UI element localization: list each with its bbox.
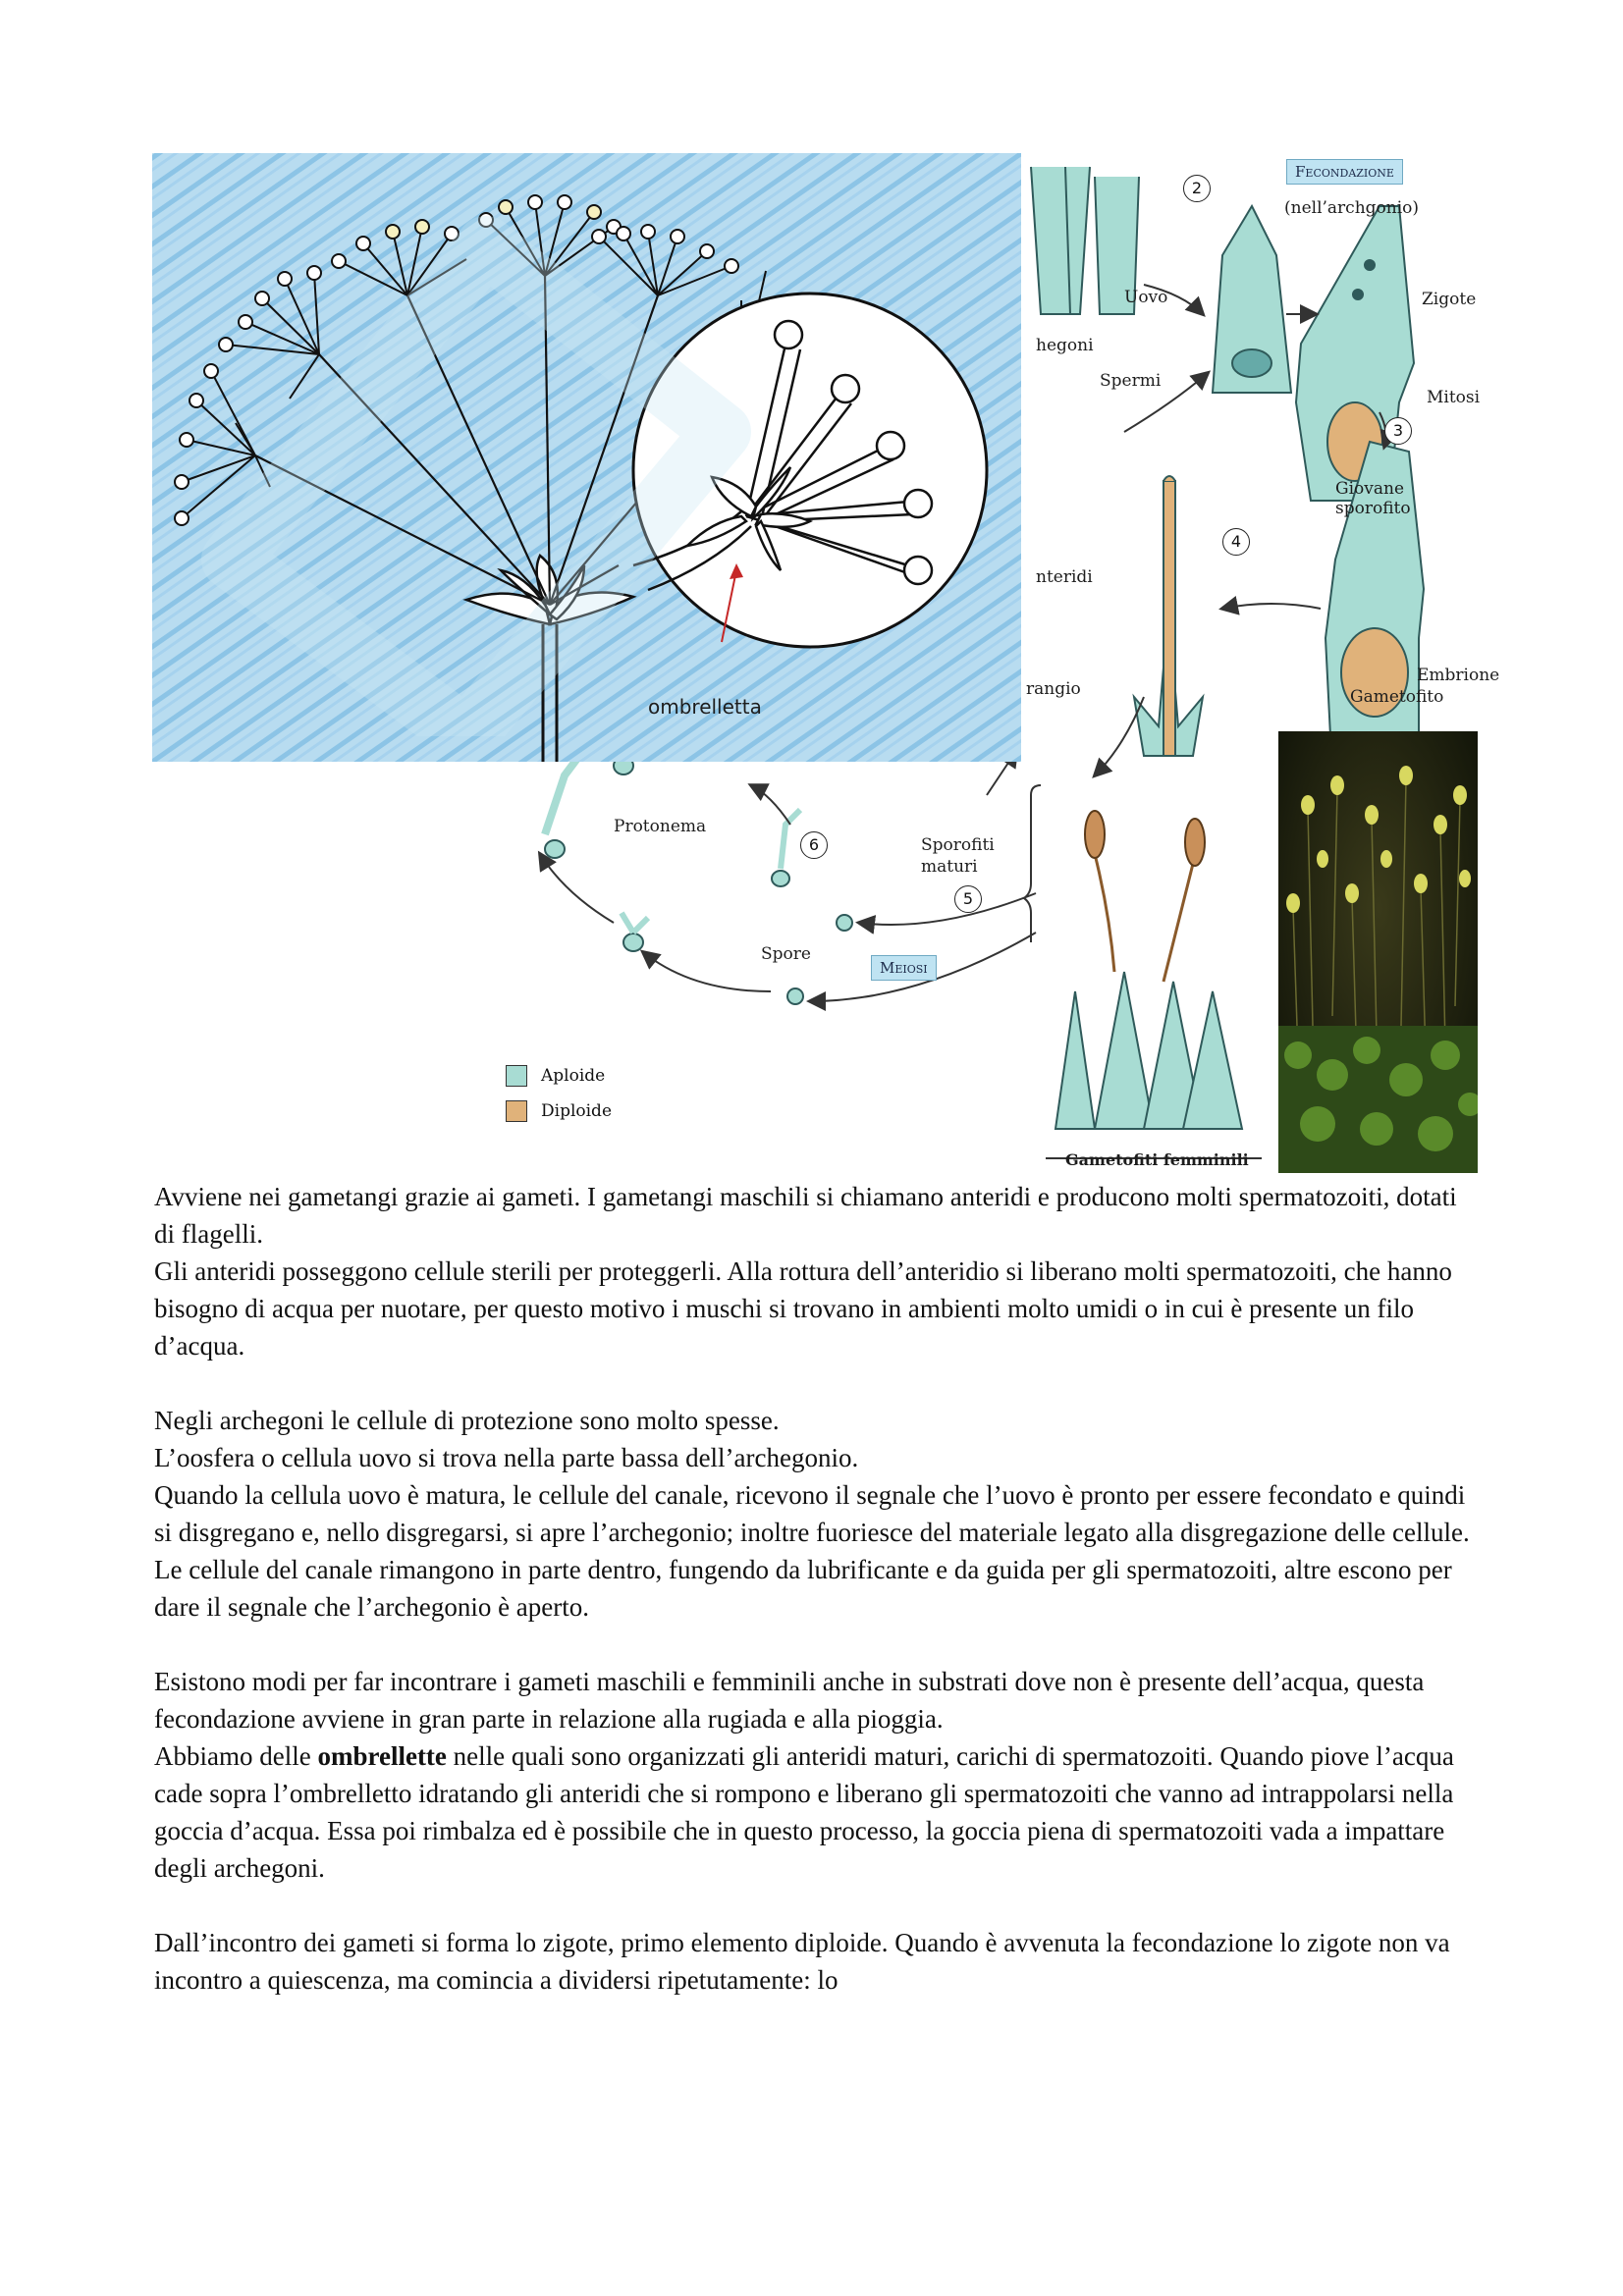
paragraph-spacer — [154, 1364, 1470, 1402]
paragraph-2: Gli anteridi posseggono cellule sterili per proteggerli. Alla rottura dell’anteridio si liberano molti spermatozoiti, che hanno bisogno di acqua per nuotare, per questo motivo i muschi si trovano in ambienti molto umidi o in cui è presente un filo d’acqua. — [154, 1256, 1452, 1361]
p7-before: Abbiamo delle — [154, 1741, 318, 1771]
paragraph-spacer — [154, 1626, 1470, 1663]
paragraph-6: Esistono modi per far incontrare i gameti maschili e femminili anche in substrati dove non è presente dell’acqua, questa fecondazione avviene in gran parte in relazione alla rugiada e alla pioggia. — [154, 1667, 1425, 1734]
female-gametophytes-drawing — [1046, 811, 1262, 1158]
gametofito-label: Gametofito — [1350, 687, 1444, 707]
paragraph-3: Negli archegoni le cellule di protezione sono molto spesse. — [154, 1406, 780, 1435]
step-5-marker: 5 — [954, 885, 982, 913]
paragraph-1: Avviene nei gametangi grazie ai gameti. I gametangi maschili si chiamano anteridi e producono molti spermatozoiti, dotati di flagelli. — [154, 1182, 1457, 1249]
moss-life-cycle-figure — [152, 147, 1500, 1188]
ploidy-legend — [506, 1065, 612, 1136]
ombrelletta-illustration — [152, 153, 1021, 762]
sporophyte-bracket — [1024, 785, 1041, 942]
uovo-label: Uovo — [1124, 288, 1168, 307]
mitosi-label: Mitosi — [1427, 388, 1481, 407]
body-text — [154, 1178, 1470, 1999]
ombrellette-term: ombrellette — [317, 1741, 447, 1771]
protonema-label: Protonema — [614, 817, 707, 836]
zigote-label: Zigote — [1422, 290, 1477, 309]
embrione-label: Embrione — [1417, 666, 1500, 685]
sporangio-label: rangio — [1026, 679, 1081, 699]
sporofiti-maturi-label: Sporofiti maturi — [921, 835, 995, 877]
protonema-drawing — [545, 756, 852, 1004]
spore-label: Spore — [761, 944, 811, 964]
paragraph-4: L’oosfera o cellula uovo si trova nella parte bassa dell’archegonio. — [154, 1443, 859, 1472]
paragraph-8: Dall’incontro dei gameti si forma lo zigote, primo elemento diploide. Quando è avvenuta la fecondazione lo zigote non va incontro a quiescenza, ma comincia a dividersi ripetutamente: lo — [154, 1928, 1450, 1995]
moss-photo — [1278, 731, 1478, 1173]
gametofiti-femminili-label: Gametofiti femminili — [1065, 1150, 1249, 1169]
paragraph-7 — [154, 1737, 1470, 1887]
step-6-marker: 6 — [800, 831, 828, 859]
diploide-swatch — [506, 1100, 527, 1122]
aploide-label: Aploide — [541, 1066, 606, 1086]
archegonia-drawing — [1031, 167, 1291, 393]
zoom-circle — [633, 294, 987, 647]
legend-diploide — [506, 1100, 612, 1122]
young-sporophyte — [1134, 476, 1203, 756]
ombrelletta-label: ombrelletta — [648, 695, 762, 719]
aploide-swatch — [506, 1065, 527, 1087]
fecondazione-box: Fecondazione — [1286, 159, 1403, 185]
p7-after: nelle quali sono organizzati gli anteridi maturi, carichi di spermatozoiti. Quando piove l’acqua cade sopra l’ombrelletto idratando gli anteridi che si rompono e liberano gli spermatozoiti che vanno ad intrappolarsi nella goccia d’acqua. Essa poi rimbalza ed è possibile che in questo processo, la goccia piena di spermatozoiti vada a impattare degli archegoni. — [154, 1741, 1454, 1883]
giovane-sporofito-label: Giovane sporofito — [1335, 479, 1411, 518]
meiosi-box: Meiosi — [871, 955, 937, 981]
nell-archegonio-label: (nell’archgonio) — [1284, 198, 1420, 218]
diploide-label: Diploide — [541, 1101, 613, 1121]
paragraph-spacer — [154, 1887, 1470, 1924]
archegoni-label: hegoni — [1036, 336, 1094, 355]
legend-aploide — [506, 1065, 612, 1087]
anteridi-label: nteridi — [1036, 567, 1093, 587]
step-2-marker: 2 — [1183, 175, 1211, 202]
step-4-marker: 4 — [1222, 528, 1250, 556]
spermi-label: Spermi — [1100, 371, 1162, 391]
step-3-marker: 3 — [1384, 417, 1412, 445]
paragraph-5: Quando la cellula uovo è matura, le cellule del canale, ricevono il segnale che l’uovo è pronto per essere fecondato e quindi si disgregano e, nello disgregarsi, si apre l’archegonio; inoltre fuoriesce del materiale legato alla disgregazione delle cellule. Le cellule del canale rimangono in parte dentro, fungendo da lubrificante e da guida per gli spermatozoiti, altre escono per dare il segnale che l’archegonio è aperto. — [154, 1480, 1470, 1622]
